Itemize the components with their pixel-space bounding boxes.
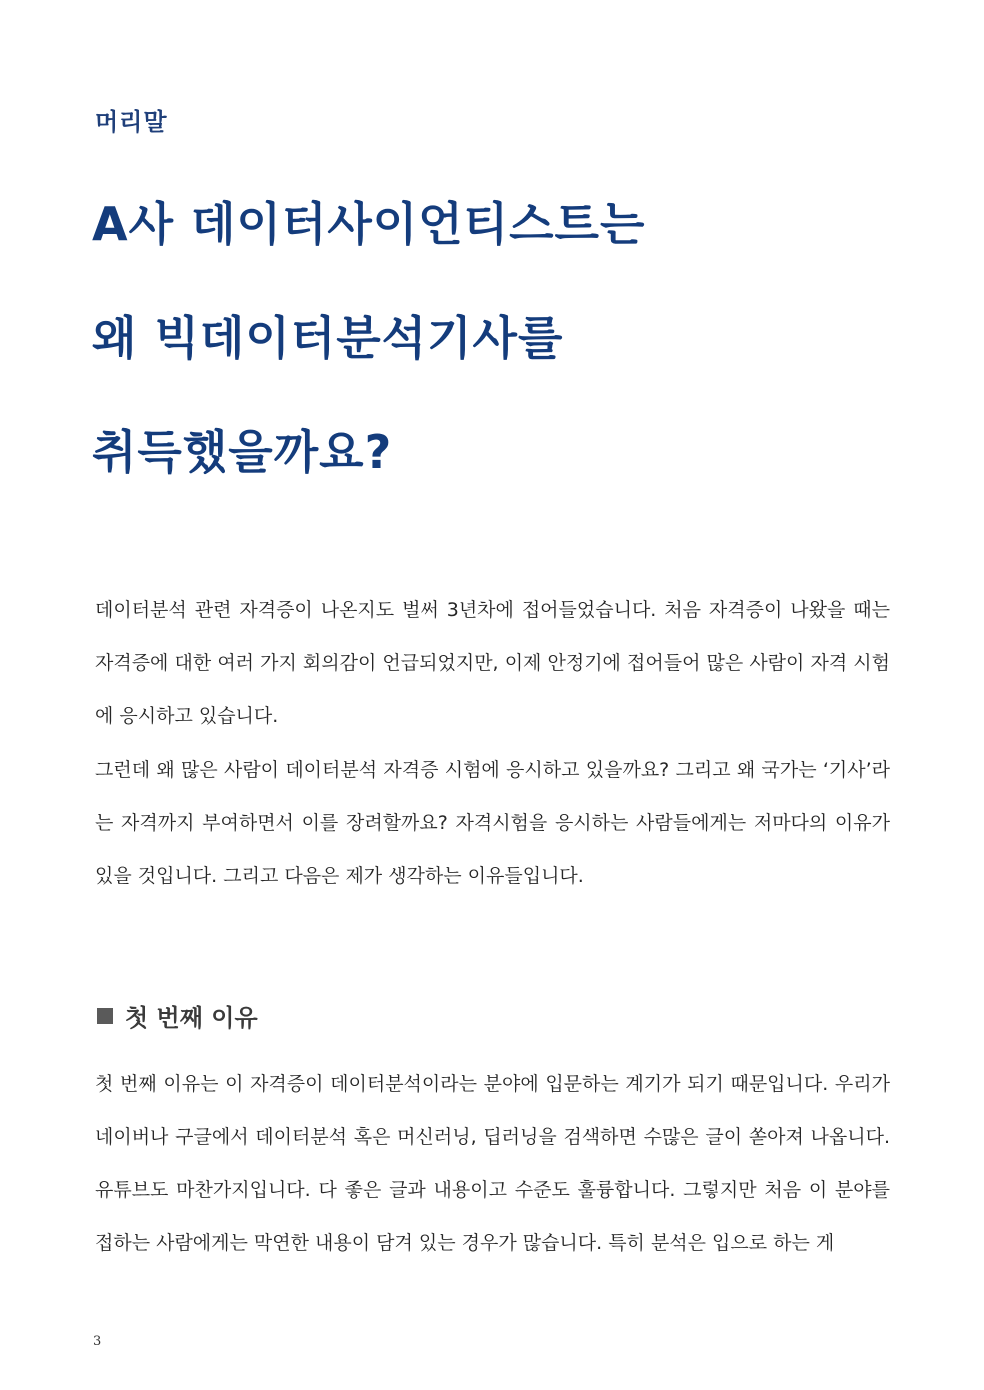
title-line-3: 취득했을까요? [92,425,393,479]
intro-paragraph-2: 그런데 왜 많은 사람이 데이터분석 자격증 시험에 응시하고 있을까요? 그리고 왜 국가는 ‘기사’라는 자격까지 부여하면서 이를 장려할까요? 자격시험을 응시하는 사람들에게는 저마다의 이유가 있을 것입니다. 그리고 다음은 제가 생각하는 이유들입니다. [95,759,890,887]
title-line-2: 왜 빅데이터분석기사를 [92,311,564,365]
section-paragraph: 첫 번째 이유는 이 자격증이 데이터분석이라는 분야에 입문하는 계기가 되기 때문입니다. 우리가 네이버나 구글에서 데이터분석 혹은 머신러닝, 딥러닝을 검색하면 수많은 글이 쏟아져 나옵니다. 유튜브도 마찬가지입니다. 다 좋은 글과 내용이고 수준도 훌륭합니다. 그렇지만 처음 이 분야를 접하는 사람에게는 막연한 내용이 담겨 있는 경우가 많습니다. 특히 분석은 입으로 하는 게 [95,1073,890,1254]
intro-paragraph-1: 데이터분석 관련 자격증이 나온지도 벌써 3년차에 접어들었습니다. 처음 자격증이 나왔을 때는 자격증에 대한 여러 가지 회의감이 언급되었지만, 이제 안정기에 접어들어 많은 사람이 자격 시험에 응시하고 있습니다. [95,599,890,727]
section-heading [97,998,258,1033]
page-number: 3 [93,1334,102,1349]
title-line-1: A사 데이터사이언티스트는 [92,197,646,251]
section-label: 머리말 [95,108,168,136]
section-heading-text: 첫 번째 이유 [125,1004,258,1032]
square-bullet-icon [97,1008,113,1024]
